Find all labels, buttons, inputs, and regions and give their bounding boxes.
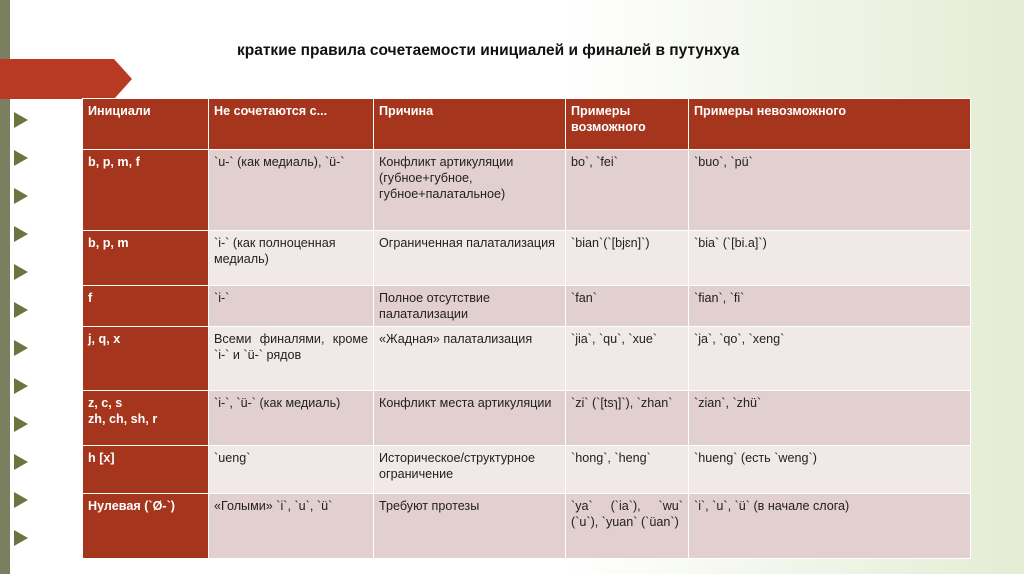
cell-possible: `jia`, `qu`, `xue`: [566, 327, 689, 391]
cell-reason: Ограниченная палатализация: [374, 231, 566, 286]
table-row: [83, 150, 971, 231]
cell-impossible: `i`, `u`, `ü` (в начале слога): [689, 494, 971, 559]
header-incompatible: Не сочетаются с...: [209, 99, 374, 150]
cell-incompatible: `i-`: [209, 286, 374, 327]
cell-reason: Требуют протезы: [374, 494, 566, 559]
cell-incompatible: `i-` (как полноценная медиаль): [209, 231, 374, 286]
arrow-icon: [14, 226, 28, 242]
cell-incompatible: `i-`, `ü-` (как медиаль): [209, 391, 374, 446]
arrow-icon: [14, 188, 28, 204]
cell-initials: b, p, m, f: [83, 150, 209, 231]
table-row: [83, 446, 971, 494]
cell-possible: `hong`, `heng`: [566, 446, 689, 494]
cell-impossible: `hueng` (есть `weng`): [689, 446, 971, 494]
cell-possible: `fan`: [566, 286, 689, 327]
cell-initials: h [x]: [83, 446, 209, 494]
table-row: [83, 494, 971, 559]
cell-initials: Нулевая (`Ø-`): [83, 494, 209, 559]
cell-incompatible: Всеми финалями, кроме `i-` и `ü-` рядов: [209, 327, 374, 391]
cell-reason: Конфликт артикуляции (губное+губное, губное+палатальное): [374, 150, 566, 231]
rules-table: [82, 98, 971, 559]
cell-incompatible: `u-` (как медиаль), `ü-`: [209, 150, 374, 231]
cell-impossible: `zian`, `zhü`: [689, 391, 971, 446]
cell-initials: f: [83, 286, 209, 327]
cell-initials: j, q, x: [83, 327, 209, 391]
arrow-icon: [14, 416, 28, 432]
header-initials: Инициали: [83, 99, 209, 150]
cell-incompatible: «Голыми» `i`, `u`, `ü`: [209, 494, 374, 559]
title-accent-tab: [0, 59, 132, 99]
cell-reason: Полное отсутствие палатализации: [374, 286, 566, 327]
table-row: [83, 327, 971, 391]
arrow-icon: [14, 264, 28, 280]
cell-possible: `ya` (`ia`), `wu` (`u`), `yuan` (`üan`): [566, 494, 689, 559]
cell-impossible: `ja`, `qo`, `xeng`: [689, 327, 971, 391]
header-reason: Причина: [374, 99, 566, 150]
arrow-icon: [14, 340, 28, 356]
arrow-icon: [14, 150, 28, 166]
arrow-icon: [14, 454, 28, 470]
arrow-icon: [14, 302, 28, 318]
cell-incompatible: `ueng`: [209, 446, 374, 494]
cell-possible: bo`, `fei`: [566, 150, 689, 231]
cell-reason: Конфликт места артикуляции: [374, 391, 566, 446]
cell-reason: «Жадная» палатализация: [374, 327, 566, 391]
table-row: [83, 286, 971, 327]
cell-initials: b, p, m: [83, 231, 209, 286]
header-impossible-examples: Примеры невозможного: [689, 99, 971, 150]
cell-impossible: `buo`, `pü`: [689, 150, 971, 231]
cell-possible: `bian`(`[bjɛn]`): [566, 231, 689, 286]
cell-initials: z, c, s zh, ch, sh, r: [83, 391, 209, 446]
arrow-icon: [14, 378, 28, 394]
page-title: краткие правила сочетаемости инициалей и финалей в путунхуа: [237, 42, 740, 59]
cell-possible: `zi` (`[tsɿ]`), `zhan`: [566, 391, 689, 446]
table-row: [83, 231, 971, 286]
cell-impossible: `bia` (`[bi.a]`): [689, 231, 971, 286]
arrow-icon: [14, 530, 28, 546]
cell-impossible: `fian`, `fi`: [689, 286, 971, 327]
arrow-icon: [14, 112, 28, 128]
table-header-row: [83, 99, 971, 150]
table-row: [83, 391, 971, 446]
header-possible-examples: Примеры возможного: [566, 99, 689, 150]
cell-reason: Историческое/структурное ограничение: [374, 446, 566, 494]
arrow-icon: [14, 492, 28, 508]
